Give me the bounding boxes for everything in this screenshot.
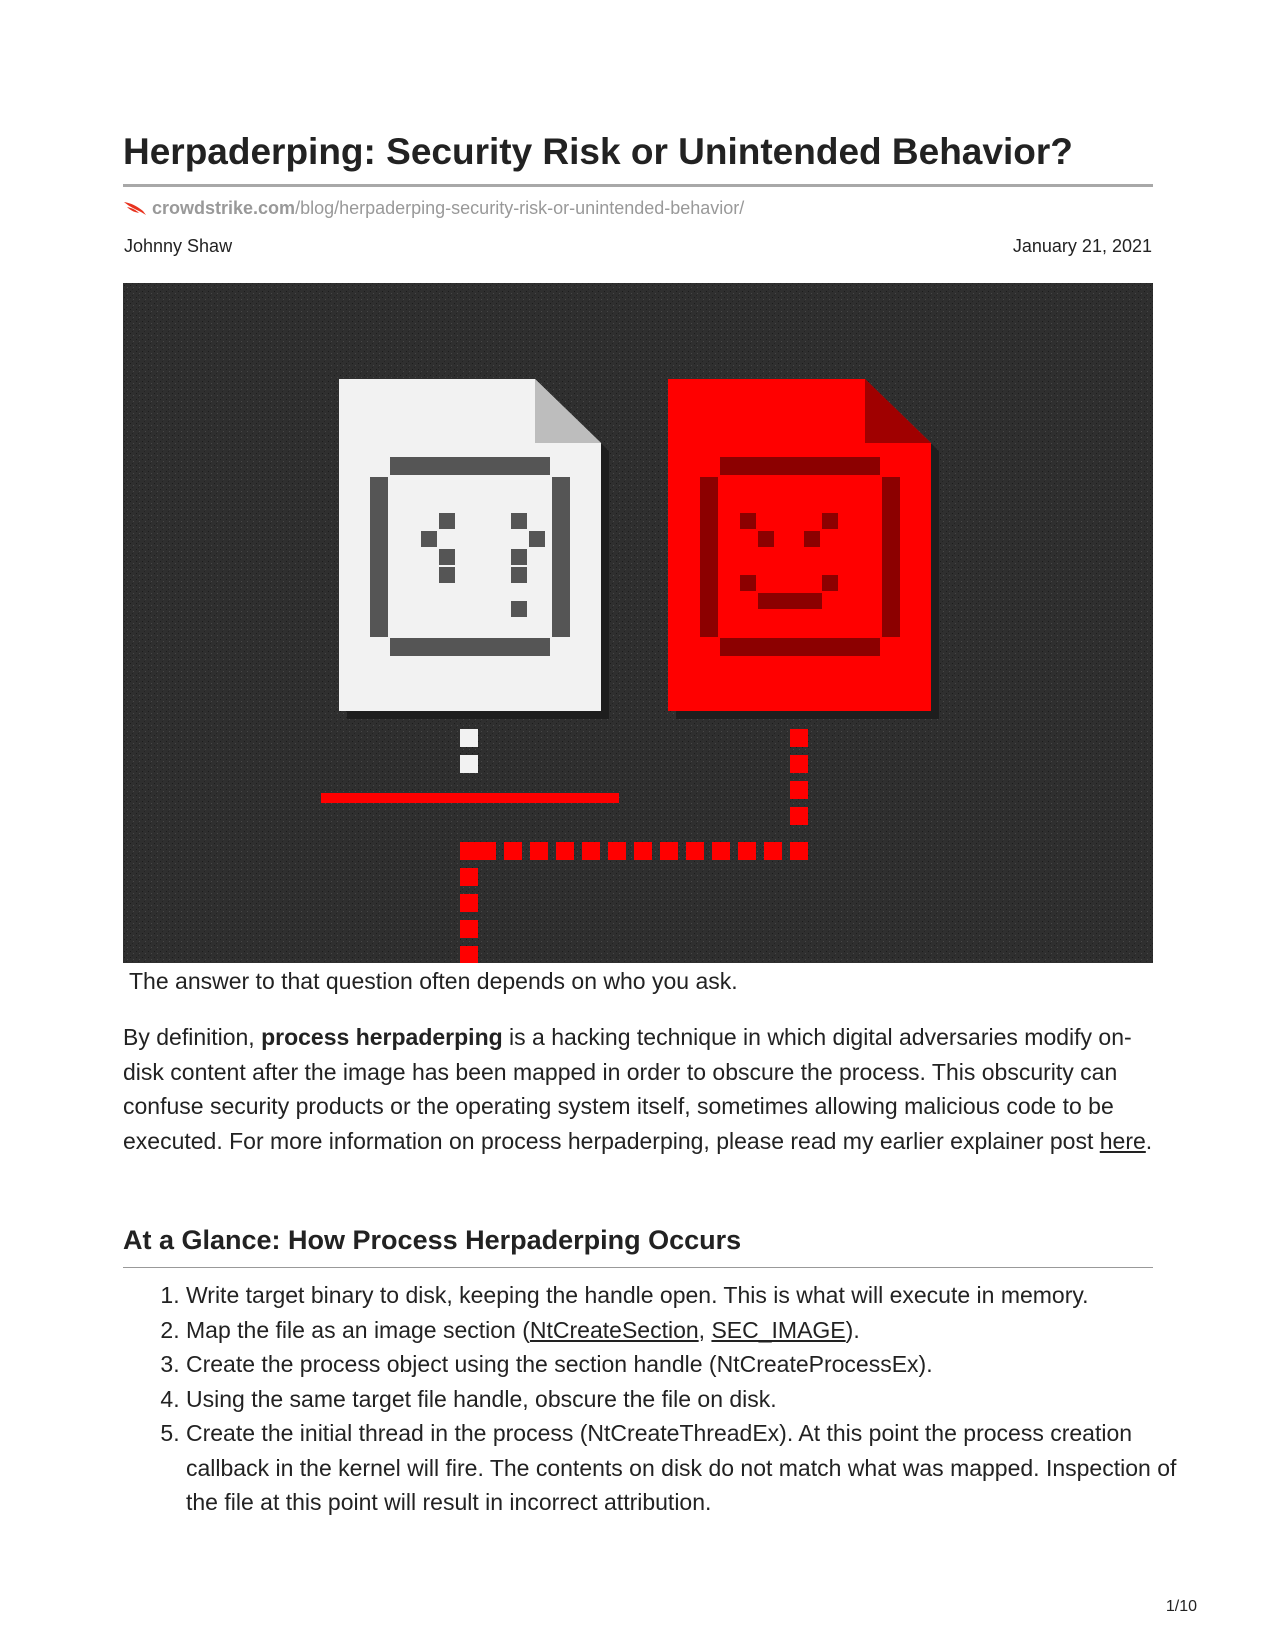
intro-text-cont: is a hacking technique in which digital adversaries modify on-disk content after the image has been mapped in order to obscure the process. This obscurity can confuse security products or the operating system itself, sometimes allowing malicious code to be executed. For more information on process herpaderping, please read my earlier explainer post (123, 1024, 1132, 1154)
benign-document-icon (339, 379, 609, 719)
section-divider (123, 1267, 1153, 1268)
author-name: Johnny Shaw (124, 236, 233, 256)
barrier-line (321, 793, 619, 803)
intro-period: . (1145, 1127, 1153, 1154)
source-path: /blog/herpaderping-security-risk-or-unintended-behavior/ (295, 198, 745, 218)
source-url[interactable] (123, 196, 744, 220)
step-separator: , (698, 1316, 712, 1343)
section-heading: At a Glance: How Process Herpaderping Occurs (123, 1225, 742, 1255)
step-text-end: ). (845, 1316, 860, 1343)
page-number: 1/10 (1165, 1598, 1197, 1615)
intro-text: By definition, (123, 1024, 262, 1050)
title-divider (123, 184, 1153, 187)
explainer-link[interactable]: here (1099, 1127, 1146, 1154)
image-caption: The answer to that question often depends on who you ask. (129, 968, 738, 994)
herpaderping-illustration (123, 283, 1153, 963)
list-item: 5. Create the initial thread in the process (NtCreateThreadEx). At this point the process creation callback in the kernel will fire. The contents on disk do not match what was mapped. Inspection of the file at this point will result in incorrect attribution. (186, 1416, 1196, 1520)
source-domain: crowdstrike.com (152, 198, 296, 218)
hero-illustration (123, 283, 1153, 963)
publish-date: January 21, 2021 (1012, 236, 1152, 256)
step-text: Map the file as an image section ( (186, 1316, 530, 1343)
list-item: 1. Write target binary to disk, keeping the handle open. This is what will execute in memory. (186, 1278, 1196, 1313)
list-item (186, 1313, 1196, 1348)
key-term: process herpaderping (261, 1024, 503, 1050)
crowdstrike-falcon-icon (123, 199, 147, 217)
article-title: Herpaderping: Security Risk or Unintended Behavior? (123, 131, 1073, 172)
ntcreatesection-link[interactable]: NtCreateSection (529, 1316, 699, 1343)
list-item: 3. Create the process object using the section handle (NtCreateProcessEx). (186, 1347, 1196, 1382)
malicious-document-icon (668, 379, 939, 719)
steps-list (123, 1278, 1196, 1520)
sec-image-link[interactable]: SEC_IMAGE (711, 1316, 846, 1343)
intro-paragraph (123, 1020, 1153, 1158)
list-item: 4. Using the same target file handle, obscure the file on disk. (186, 1382, 1196, 1417)
